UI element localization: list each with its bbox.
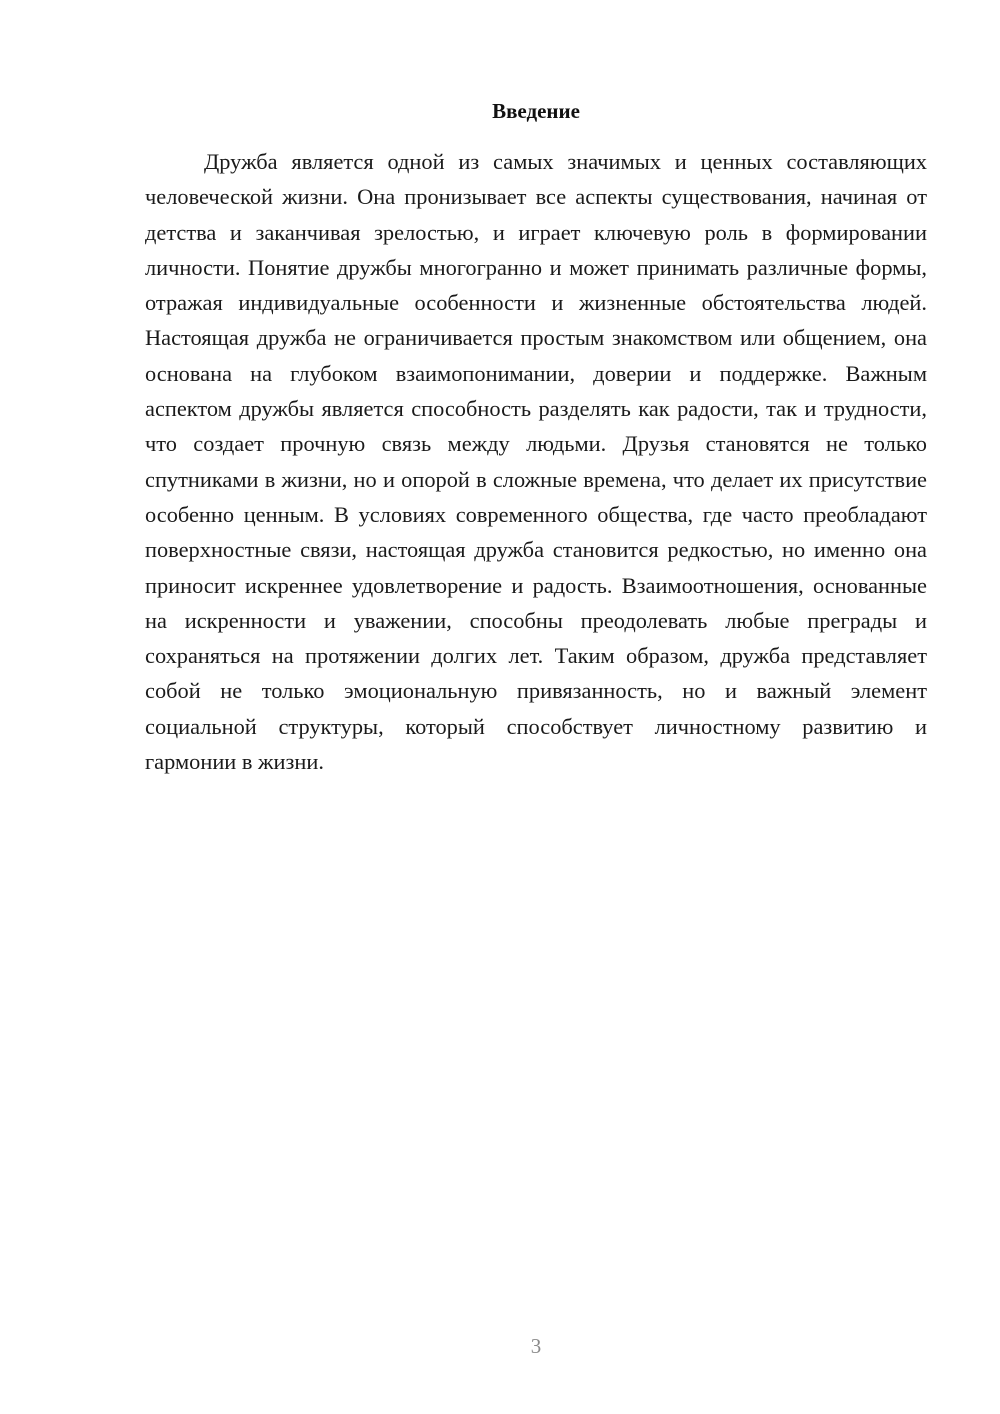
body-paragraph: Дружба является одной из самых значимых и ценных составляющих человеческой жизни. Она пронизывает все аспекты существования, начиная от детства и заканчивая зрелостью, и играет ключевую роль в формировании личности. Понятие дружбы многогранно и может принимать различные формы, отражая индивидуальные особенности и жизненные обстоятельства людей. Настоящая дружба не ограничивается простым знакомством или общением, она основана на глубоком взаимопонимании, доверии и поддержке. Важным аспектом дружбы является способность разделять как радости, так и трудности, что создает прочную связь между людьми. Друзья становятся не только спутниками в жизни, но и опорой в сложные времена, что делает их присутствие особенно ценным. В условиях современного общества, где часто преобладают поверхностные связи, настоящая дружба становится редкостью, но именно она приносит искреннее удовлетворение и радость. Взаимоотношения, основанные на искренности и уважении, способны преодолевать любые преграды и сохраняться на протяжении долгих лет. Таким образом, дружба представляет собой не только эмоциональную привязанность, но и важный элемент социальной структуры, который способствует личностному развитию и гармонии в жизни.	[145, 149, 927, 775]
section-heading: Введение	[492, 99, 580, 123]
page-number: 3	[530, 1334, 542, 1358]
heading-container	[145, 97, 927, 125]
